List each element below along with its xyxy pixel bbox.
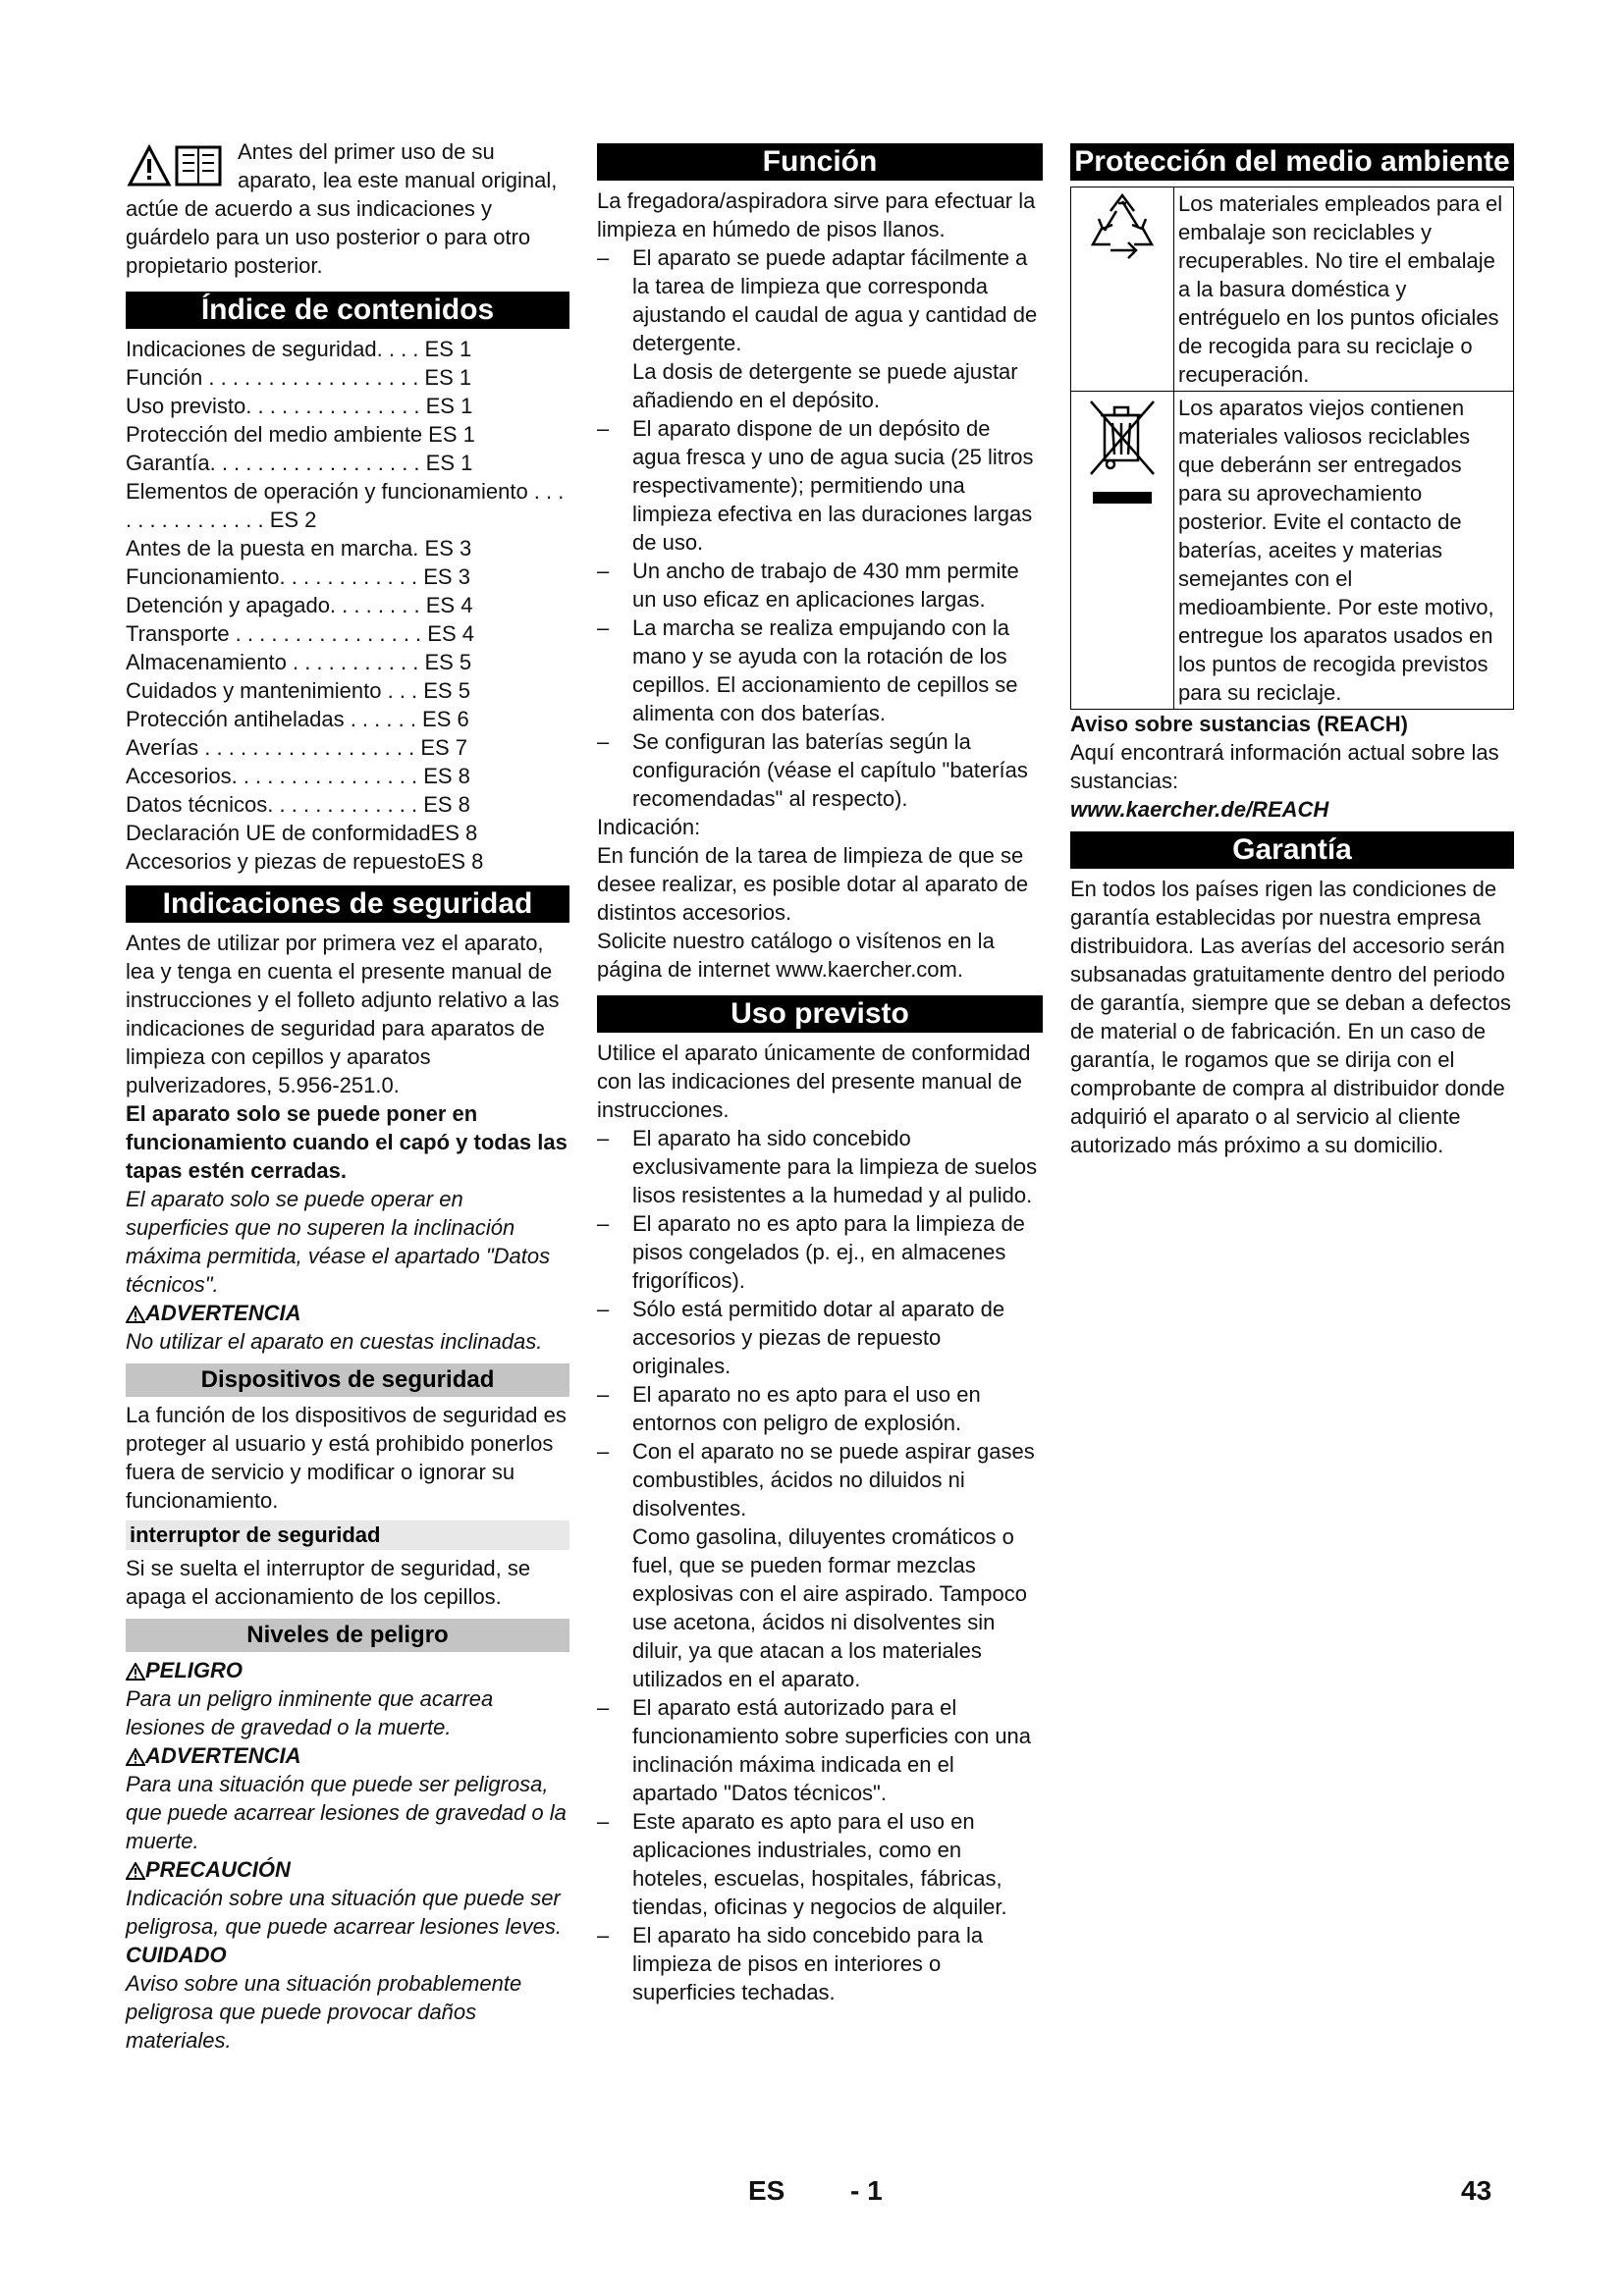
warning-label [126, 1299, 569, 1327]
list-item [597, 557, 1043, 614]
warranty-text: En todos los países rigen las condiciones de garantía establecidas por nuestra empresa distribuidora. Las averías del accesorio serán subsanadas gratuitamente dentro del periodo de garantía, siempre que se deban a defectos de material o de fabricación. En un caso de garantía, le rogamos que se dirija con el comprobante de compra al distribuidor donde adquirió el aparato o al servicio al cliente autorizado más próximo a su domicilio. [1070, 877, 1511, 1157]
weee-text: Los aparatos viejos contienen materiales valiosos reciclables que deberánn ser entregados para su aprovechamiento posterior. Evite el contacto de baterías, aceites y materias semejantes con el medioambiente. Por este motivo, entregue los aparatos usados en los puntos de recogida previstos para su reciclaje. [1174, 392, 1514, 710]
function-intro: La fregadora/aspiradora sirve para efectuar la limpieza en húmedo de pisos llanos. [597, 188, 1036, 241]
list-item-text: El aparato se puede adaptar fácilmente a la tarea de limpieza que corresponda ajustando el caudal de agua y cantidad de detergente. [632, 245, 1038, 355]
toc-item[interactable]: Cuidados y mantenimiento . . . ES 5 [126, 678, 470, 703]
list-item [597, 243, 1043, 414]
list-item-text: Sólo está permitido dotar al aparato de accesorios y piezas de repuesto originales. [632, 1297, 1005, 1378]
toc-item[interactable]: Antes de la puesta en marcha. ES 3 [126, 536, 472, 561]
cuidado-label: CUIDADO [126, 1943, 227, 1967]
list-item [597, 1295, 1043, 1380]
use-intro: Utilice el aparato únicamente de conformidad con las indicaciones del presente manual de instrucciones. [597, 1041, 1031, 1122]
use-heading: Uso previsto [597, 995, 1043, 1033]
intro-text: Antes del primer uso de su aparato, lea este manual original, actúe de acuerdo a sus indicaciones y guárdelo para un uso posterior o para otro propietario posterior. [126, 139, 558, 278]
table-row [1071, 392, 1514, 710]
list-item-text: El aparato dispone de un depósito de agua fresca y uno de agua sucia (25 litros respectivamente); permitiendo una limpieza efectiva en las duraciones largas de uso. [632, 416, 1034, 555]
toc-heading: Índice de contenidos [126, 292, 569, 329]
toc-item[interactable]: Protección del medio ambiente ES 1 [126, 422, 475, 447]
warning-triangle-icon [126, 1306, 145, 1323]
toc-item[interactable]: Uso previsto. . . . . . . . . . . . . . . ES 1 [126, 394, 473, 418]
warranty-heading: Garantía [1070, 831, 1514, 869]
toc-item[interactable]: Declaración UE de conformidadES 8 [126, 821, 478, 845]
list-item-text: El aparato ha sido concebido exclusivamente para la limpieza de suelos lisos resistentes a la humedad y al pulido. [632, 1126, 1038, 1207]
function-catalog-text: Solicite nuestro catálogo o visítenos en la página de internet www.kaercher.com. [597, 929, 995, 982]
toc-item[interactable]: Protección antiheladas . . . . . . ES 6 [126, 707, 469, 731]
column-right [1070, 137, 1514, 1159]
advertencia-label-text: ADVERTENCIA [145, 1743, 301, 1768]
cuidado-text: Aviso sobre una situación probablemente peligrosa que puede provocar daños materiales. [126, 1971, 522, 2053]
list-item-text: La marcha se realiza empujando con la mano y se ayuda con la rotación de los cepillos. El accionamiento de cepillos se alimenta con dos baterías. [632, 615, 1018, 725]
footer-total-page: 43 [1461, 2175, 1492, 2206]
safety-bold-paragraph: El aparato solo se puede poner en funcionamiento cuando el capó y todas las tapas estén cerradas. [126, 1101, 568, 1183]
list-item [597, 727, 1043, 813]
advertencia-text: Para una situación que puede ser peligrosa, que puede acarrear lesiones de gravedad o la muerte. [126, 1772, 567, 1853]
list-item-extra: La dosis de detergente se puede ajustar añadiendo en el depósito. [632, 359, 1018, 412]
list-item [597, 1437, 1043, 1693]
reach-text: Aquí encontrará información actual sobre las sustancias: [1070, 740, 1499, 793]
list-item [597, 614, 1043, 727]
list-item [597, 1921, 1043, 2006]
toc-item[interactable]: Accesorios. . . . . . . . . . . . . . . . ES 8 [126, 764, 470, 788]
crossed-bin-icon [1081, 394, 1164, 511]
safety-paragraph: Antes de utilizar por primera vez el aparato, lea y tenga en cuenta el presente manual de instrucciones y el folleto adjunto relativo a las indicaciones de seguridad para aparatos de limpieza con cepillos y aparatos pulverizadores, 5.956-251.0. [126, 931, 560, 1097]
function-list [597, 243, 1043, 813]
weee-icon-cell [1071, 392, 1174, 710]
precaucion-label-text: PRECAUCIÓN [145, 1857, 291, 1882]
reach-link[interactable]: www.kaercher.de/REACH [1070, 797, 1329, 822]
danger-levels-heading: Niveles de peligro [126, 1619, 569, 1652]
column-left [126, 137, 569, 2055]
environment-table [1070, 187, 1514, 710]
toc-item[interactable]: Función . . . . . . . . . . . . . . . . . . ES 1 [126, 365, 472, 390]
list-item [597, 1807, 1043, 1921]
precaucion-label [126, 1855, 569, 1884]
footer-language: ES [748, 2175, 785, 2206]
toc-item[interactable]: Averías . . . . . . . . . . . . . . . . . . ES 7 [126, 735, 468, 760]
toc-list [126, 335, 569, 876]
column-middle [597, 137, 1043, 2006]
list-item [597, 414, 1043, 557]
list-item [597, 1380, 1043, 1437]
environment-heading: Protección del medio ambiente [1070, 143, 1514, 181]
intro-block [126, 137, 569, 280]
reach-title: Aviso sobre sustancias (REACH) [1070, 712, 1408, 736]
recycle-icon [1081, 189, 1164, 272]
toc-item[interactable]: Funcionamiento. . . . . . . . . . . . ES 3 [126, 564, 470, 589]
list-item-extra: Como gasolina, diluyentes cromáticos o fuel, que se pueden formar mezclas explosivas con el aire aspirado. Tampoco use acetona, ácidos ni disolventes sin diluir, ya que atacan a los materiales utilizados en el aparato. [632, 1524, 1027, 1691]
toc-item[interactable]: Indicaciones de seguridad. . . . ES 1 [126, 337, 472, 361]
toc-item[interactable]: Transporte . . . . . . . . . . . . . . . . ES 4 [126, 621, 474, 646]
warning-manual-icon [126, 137, 232, 188]
recycle-icon-cell [1071, 187, 1174, 392]
toc-item[interactable]: Elementos de operación y funcionamiento . . . . . . . . . . . . . . . ES 2 [126, 479, 565, 532]
list-item-text: El aparato no es apto para el uso en entornos con peligro de explosión. [632, 1382, 981, 1435]
toc-item[interactable]: Datos técnicos. . . . . . . . . . . . . ES 8 [126, 792, 470, 817]
table-row [1071, 187, 1514, 392]
danger-label [126, 1656, 569, 1684]
toc-item[interactable]: Accesorios y piezas de repuestoES 8 [126, 849, 484, 874]
function-note-text: En función de la tarea de limpieza de que se desee realizar, es posible dotar al aparato de distintos accesorios. [597, 843, 1029, 925]
warning-label-text: ADVERTENCIA [145, 1301, 301, 1325]
recycle-text: Los materiales empleados para el embalaje son reciclables y recuperables. No tire el embalaje a la basura doméstica y entréguelo en los puntos oficiales de recogida para su reciclaje o recuperación. [1174, 187, 1514, 392]
danger-text: Para un peligro inminente que acarrea lesiones de gravedad o la muerte. [126, 1686, 494, 1739]
toc-item[interactable]: Almacenamiento . . . . . . . . . . . ES 5 [126, 650, 472, 674]
warning-triangle-icon [126, 1748, 145, 1766]
list-item [597, 1209, 1043, 1295]
list-item-text: El aparato ha sido concebido para la limpieza de pisos en interiores o superficies techadas. [632, 1923, 984, 2004]
safety-heading: Indicaciones de seguridad [126, 885, 569, 923]
list-item-text: Se configuran las baterías según la configuración (véase el capítulo "baterías recomendadas" al respecto). [632, 729, 1028, 811]
list-item [597, 1124, 1043, 1209]
safety-devices-heading: Dispositivos de seguridad [126, 1363, 569, 1397]
list-item-text: Un ancho de trabajo de 430 mm permite un uso eficaz en aplicaciones largas. [632, 559, 1019, 612]
intro-icons [126, 137, 232, 187]
warning-triangle-icon [126, 1862, 145, 1880]
safety-switch-text: Si se suelta el interruptor de seguridad, se apaga el accionamiento de los cepillos. [126, 1556, 531, 1609]
toc-item[interactable]: Garantía. . . . . . . . . . . . . . . . . . ES 1 [126, 451, 473, 475]
safety-italic-paragraph: El aparato solo se puede operar en superficies que no superen la inclinación máxima permitida, véase el apartado "Datos técnicos". [126, 1187, 551, 1297]
warning-text: No utilizar el aparato en cuestas inclinadas. [126, 1329, 543, 1354]
toc-item[interactable]: Detención y apagado. . . . . . . . ES 4 [126, 593, 473, 617]
use-list [597, 1124, 1043, 2006]
warning-triangle-icon [126, 1663, 145, 1681]
danger-label-text: PELIGRO [145, 1658, 244, 1682]
footer-page-number: - 1 [850, 2175, 883, 2206]
list-item [597, 1693, 1043, 1807]
advertencia-label [126, 1741, 569, 1770]
safety-devices-text: La función de los dispositivos de seguridad es proteger al usuario y está prohibido ponerlos fuera de servicio y modificar o ignorar su funcionamiento. [126, 1403, 567, 1513]
function-heading: Función [597, 143, 1043, 181]
function-note-label: Indicación: [597, 815, 701, 839]
list-item-text: El aparato está autorizado para el funcionamiento sobre superficies con una inclinación máxima indicada en el apartado "Datos técnicos". [632, 1695, 1032, 1805]
precaucion-text: Indicación sobre una situación que puede ser peligrosa, que puede acarrear lesiones leves. [126, 1886, 562, 1939]
list-item-text: Con el aparato no se puede aspirar gases combustibles, ácidos no diluidos ni disolventes. [632, 1439, 1035, 1521]
safety-switch-heading: interruptor de seguridad [126, 1521, 569, 1550]
list-item-text: Este aparato es apto para el uso en aplicaciones industriales, como en hoteles, escuelas, hospitales, fábricas, tiendas, oficinas y negocios de alquiler. [632, 1809, 1007, 1919]
list-item-text: El aparato no es apto para la limpieza de pisos congelados (p. ej., en almacenes frigoríficos). [632, 1211, 1025, 1293]
